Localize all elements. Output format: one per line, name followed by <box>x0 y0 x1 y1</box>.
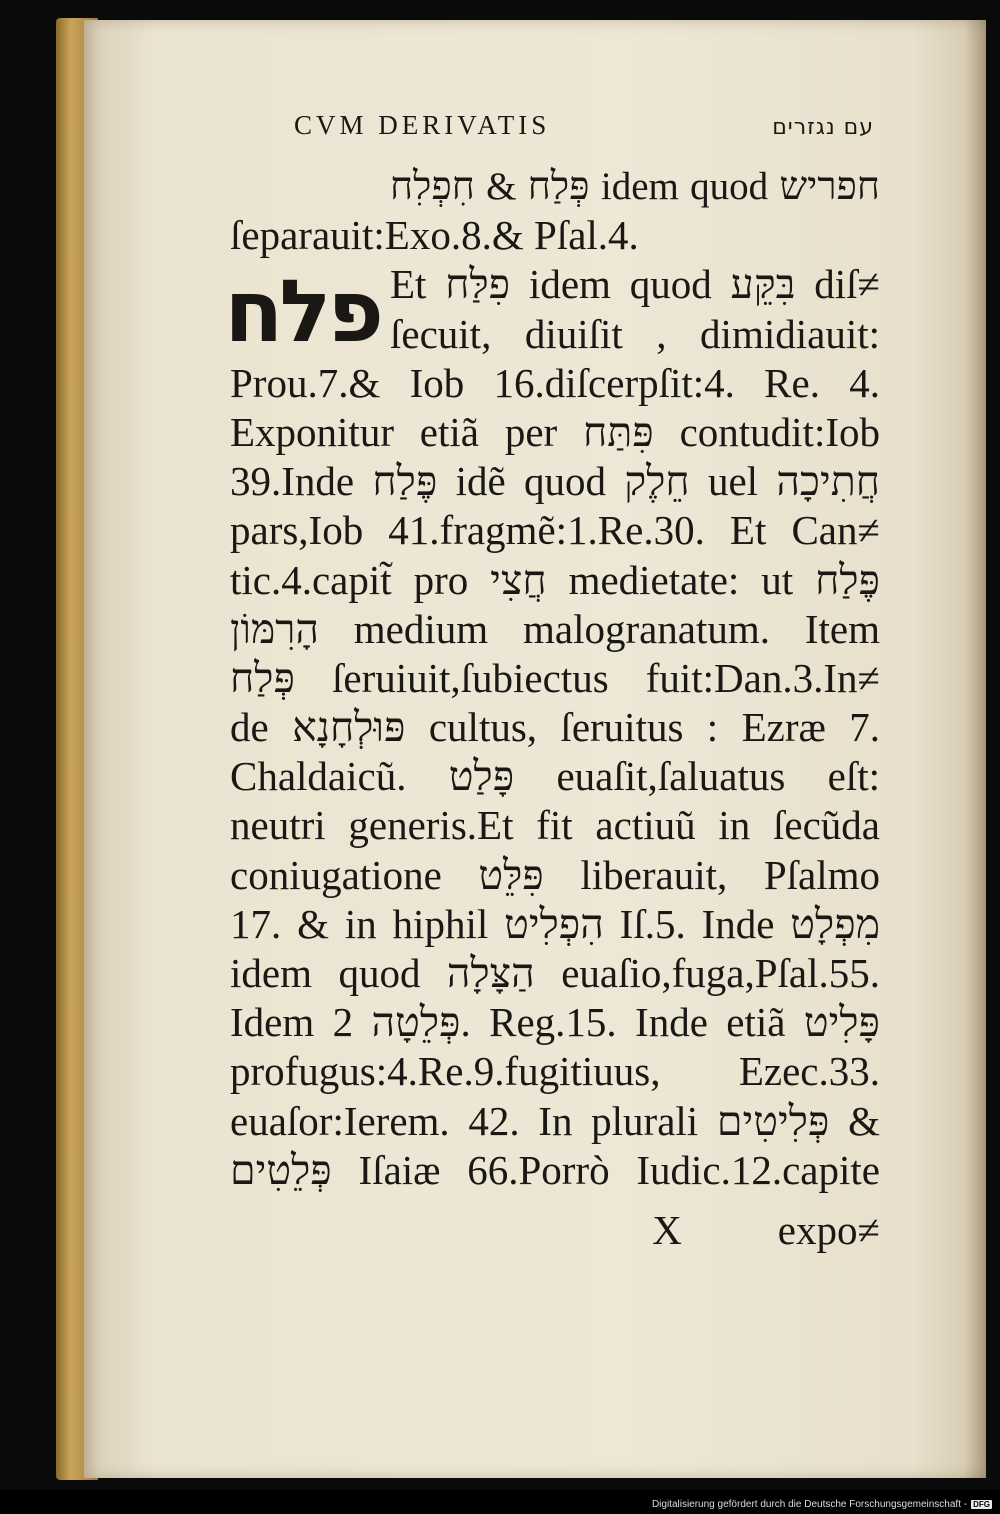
text-body <box>224 162 881 1195</box>
text-line: tic.4.capit̃ pro חֲצִי medietate: ut פֶּלַח <box>230 556 880 603</box>
text-line: coniugatione פִּלֵּט liberauit, Pſalmo <box>230 851 880 898</box>
text-line: ſecuit, diuiſit , dimidiauit: <box>390 310 880 357</box>
text-line: פְּלֵטִים Iſaiæ 66.Porrò Iudic.12.capite <box>230 1146 880 1193</box>
text-line: פְּלַח & חִפְלִח idem quod חפריש <box>390 165 880 208</box>
footer-text: Digitalisierung gefördert durch die Deutsche Forschungsgemeinschaft - <box>651 1499 968 1510</box>
text-line: הָרִמּוֹן medium malogranatum. Item <box>230 605 880 652</box>
text-line: פְּלַח ſeruiuit,ſubiectus fuit:Dan.3.In≠ <box>230 654 880 701</box>
page-gutter-shadow <box>964 20 986 1478</box>
dfg-logo-icon: DFG <box>973 1500 990 1509</box>
running-head <box>294 110 874 141</box>
text-line: ſeparauit:Exo.8.& Pſal.4. <box>230 212 639 259</box>
text-line: Idem פְּלֵטָה 2. Reg.15. Inde etiã פָּלִיט <box>230 999 881 1046</box>
text-line: 39.Inde פֶּלַח idẽ quod חֵלֶק uel חֲתִיכָה <box>230 458 880 505</box>
text-line: Et פִלַּח idem quod בִּקֵּע diſ≠ <box>390 261 880 308</box>
digitization-footer <box>652 1499 992 1510</box>
text-line: euaſor:Ierem. 42. In plurali פְּלִיטִים & <box>230 1097 880 1144</box>
text-line: profugus:4.Re.9.fugitiuus, Ezec.33. <box>230 1048 880 1095</box>
running-head-latin: CVM DERIVATIS <box>294 110 551 140</box>
text-line: Prou.7.& Iob 16.diſcerpſit:4. Re. 4. <box>230 359 880 406</box>
text-line: neutri generis.Et fit actiuũ in ſecũda <box>230 802 880 849</box>
text-line: Exponitur etiã per פִּתַּח contudit:Iob <box>230 408 880 455</box>
text-line: pars,Iob 41.fragmẽ:1.Re.30. Et Can≠ <box>230 507 880 554</box>
text-line: 17. & in hiphil הִפְלִיט Iſ.5. Inde מִפְלָט <box>230 900 880 947</box>
catchword: expo≠ <box>777 1207 880 1253</box>
text-line: Chaldaicũ. פָּלַט euaſit,ſaluatus eſt: <box>230 753 880 800</box>
text-line: idem quod הַצָּלָה euaſio,fuga,Pſal.55. <box>230 950 881 996</box>
page-foot <box>230 1206 880 1254</box>
initial-letter: פלח <box>224 262 380 362</box>
running-head-hebrew: עם נגזרים <box>772 115 874 140</box>
signature-mark: X <box>652 1207 682 1253</box>
text-line: de פּוּלְחָנָא cultus, ſeruitus : Ezræ 7. <box>230 704 880 751</box>
